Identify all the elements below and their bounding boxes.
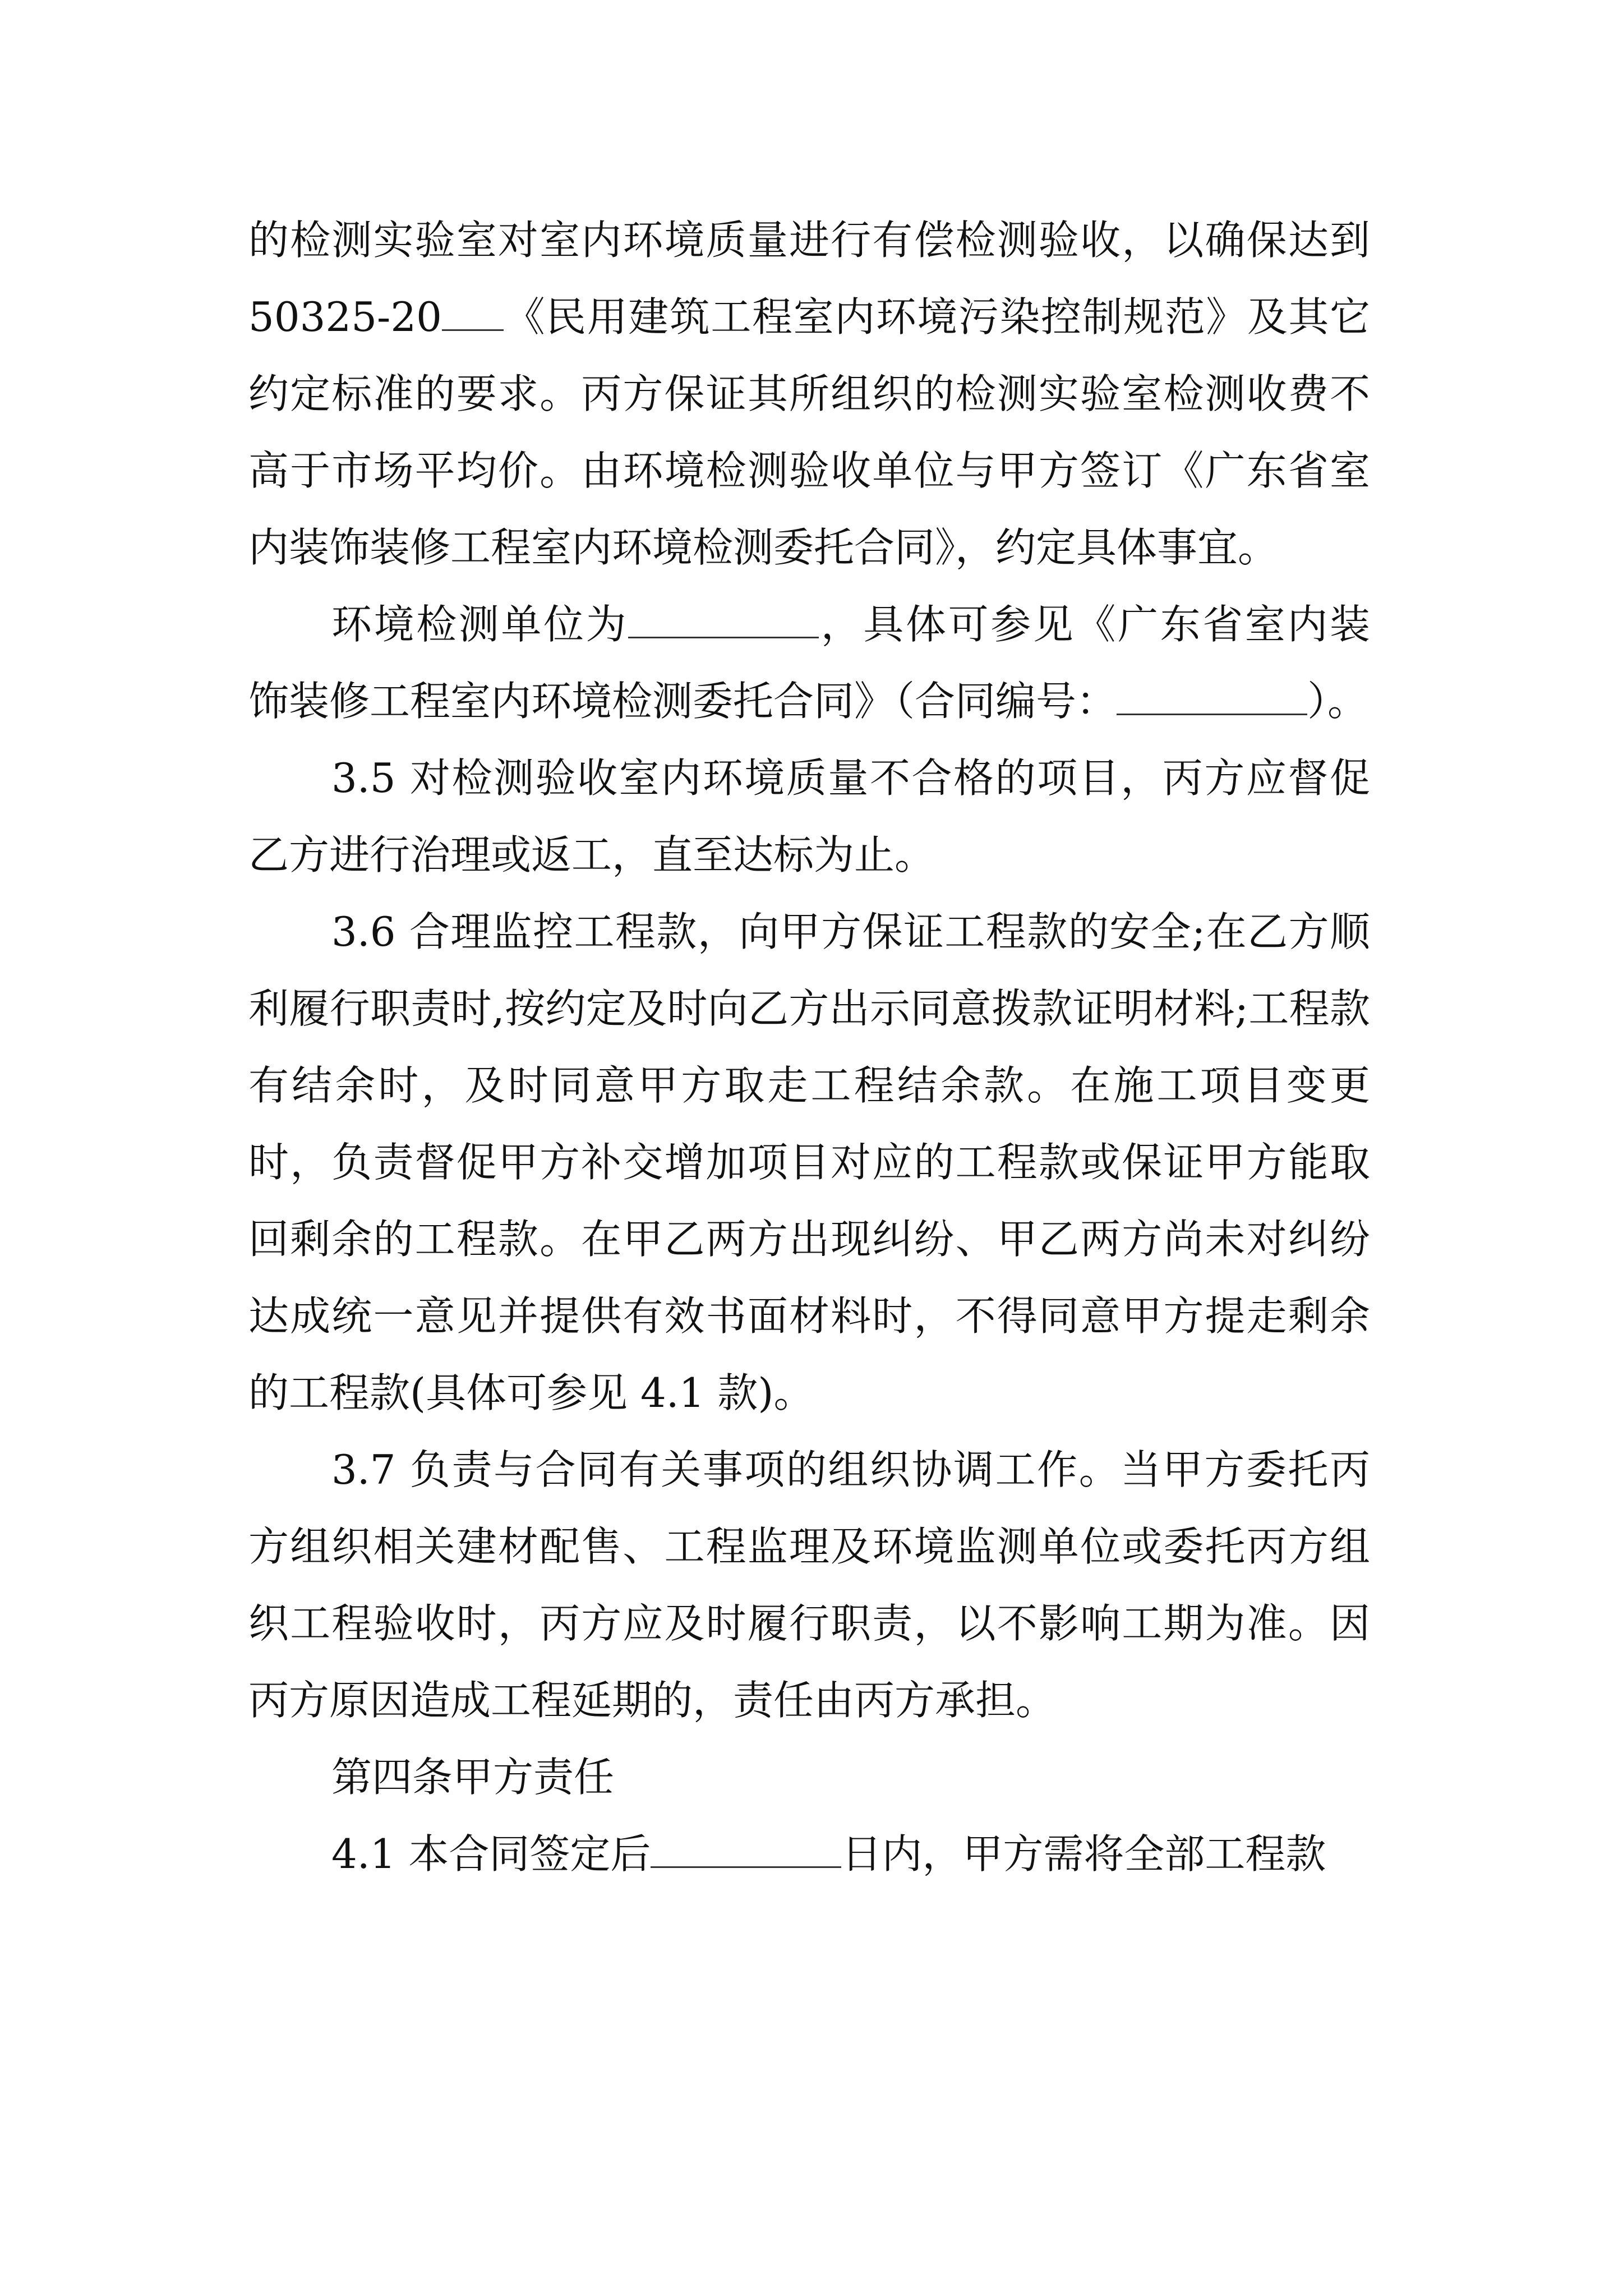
text-segment: 环境检测单位为 xyxy=(331,601,629,648)
clause-3-7 xyxy=(248,1432,1370,1739)
text-segment: 日内，甲方需将全部工程款 xyxy=(841,1830,1326,1878)
text-segment: 《民用建筑工程室内环境污染控制规范》及其它约定标准的要求。丙方保证其所组织的检测实验室检测收费不高于市场平均价。由环境检测验收单位与甲方签订《广东省室内装饰装修工程室内环境检测委托合同》，约定具体事宜。 xyxy=(248,293,1370,571)
blank-line xyxy=(651,1826,841,1868)
text-segment: 第四条甲方责任 xyxy=(331,1754,615,1801)
blank-line xyxy=(1117,673,1307,715)
text-segment: 3.5 对检测验收室内环境质量不合格的项目，丙方应督促乙方进行治理或返工，直至达标为止。 xyxy=(248,754,1370,878)
blank-line xyxy=(442,289,504,331)
clause-3-6 xyxy=(248,894,1370,1432)
clause-3-5 xyxy=(248,740,1370,894)
text-segment: 的检测实验室对室内环境质量进行有偿检测验收，以确保达到 50325-20 xyxy=(248,217,1370,341)
section-heading-article-4 xyxy=(248,1739,1370,1816)
text-segment: 3.6 合理监控工程款，向甲方保证工程款的安全;在乙方顺利履行职责时,按约定及时向乙方出示同意拨款证明材料;工程款有结余时，及时同意甲方取走工程结余款。在施工项目变更时，负责督促甲方补交增加项目对应的工程款或保证甲方能取回剩余的工程款。在甲乙两方出现纠纷、甲乙两方尚未对纠纷达成统一意见并提供有效书面材料时，不得同意甲方提走剩余的工程款(具体可参见 4.1 款)。 xyxy=(248,908,1370,1416)
document-page xyxy=(248,202,1370,1893)
text-segment: 3.7 负责与合同有关事项的组织协调工作。当甲方委托丙方组织相关建材配售、工程监理及环境监测单位或委托丙方组织工程验收时，丙方应及时履行职责，以不影响工期为准。因丙方原因造成工程延期的，责任由丙方承担。 xyxy=(248,1446,1370,1724)
clause-4-1 xyxy=(248,1816,1370,1893)
paragraph-testing-unit xyxy=(248,586,1370,740)
blank-line xyxy=(628,596,819,638)
text-segment: ）。 xyxy=(1307,678,1368,725)
paragraph-environment-testing xyxy=(248,202,1370,586)
text-segment: 4.1 本合同签定后 xyxy=(331,1830,651,1878)
text-segment: ，具体可参见《广东省室内装饰装修工程室内环境检测委托合同》（合同编号： xyxy=(248,601,1370,725)
